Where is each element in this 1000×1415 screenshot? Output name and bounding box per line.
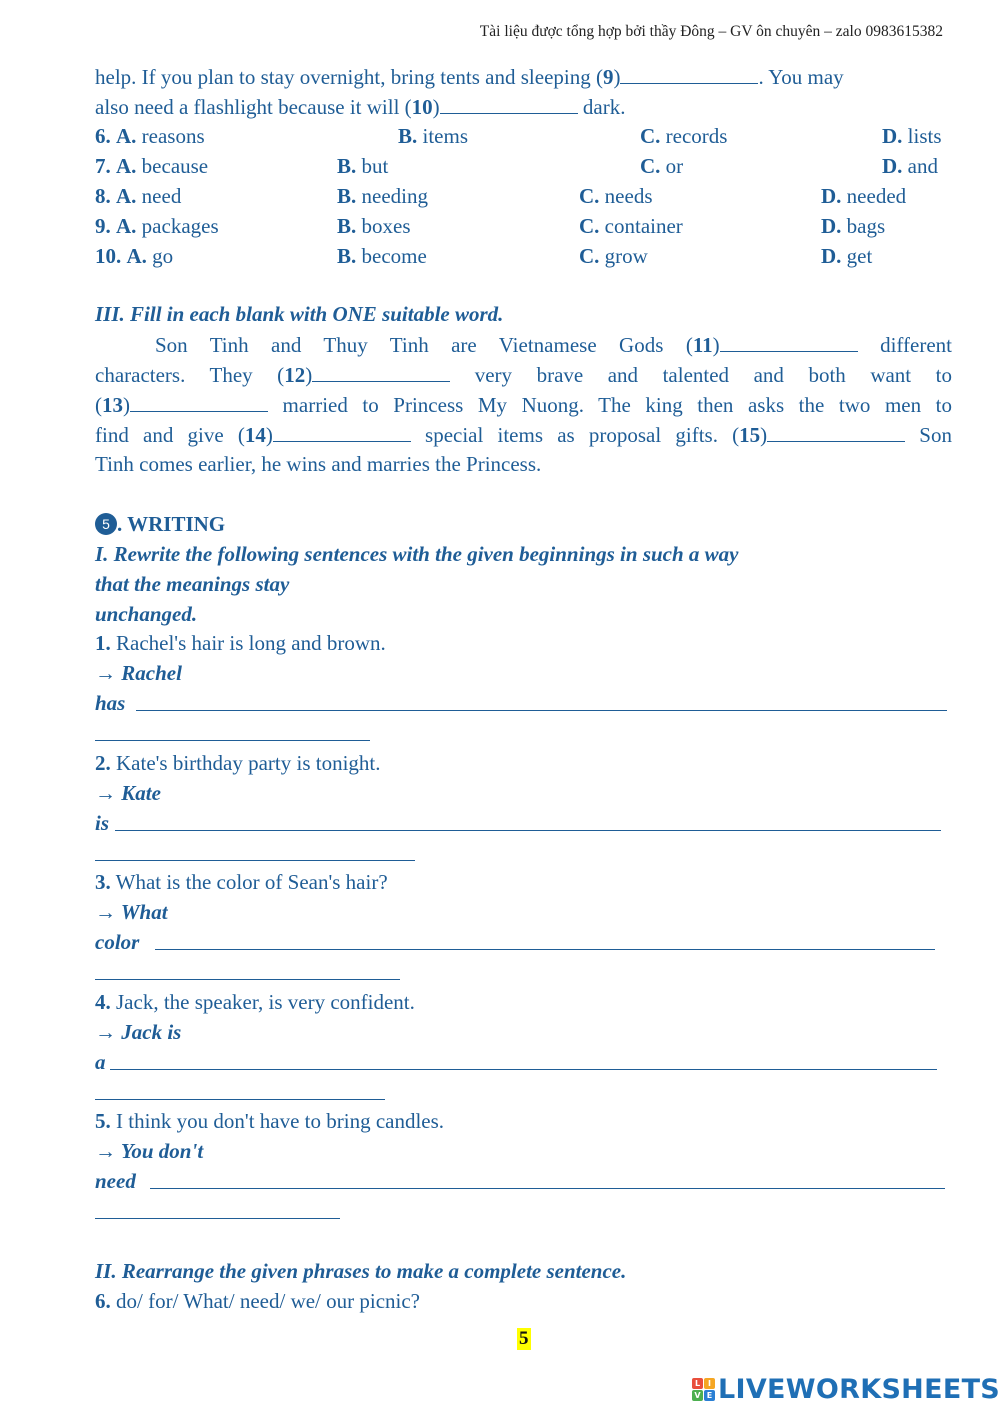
- question-3-start: color: [95, 930, 140, 954]
- section-3-line-3: (13) married to Princess My Nuong. The king then asks the two men to: [95, 389, 952, 420]
- question-2: 2. Kate's birthday party is tonight.: [95, 751, 381, 775]
- option-6a[interactable]: 6. A. reasons: [95, 124, 205, 148]
- writing-instruction-2: that the meanings stay: [95, 572, 290, 596]
- answer-line-5[interactable]: [150, 1168, 945, 1189]
- logo-text: LIVEWORKSHEETS: [718, 1374, 1000, 1405]
- question-1: 1. Rachel's hair is long and brown.: [95, 631, 386, 655]
- option-7d[interactable]: D. and: [882, 154, 938, 178]
- blank-14[interactable]: [273, 419, 411, 442]
- answer-line-3b[interactable]: [95, 959, 400, 980]
- blank-10[interactable]: [440, 91, 578, 114]
- blank-number: 9: [602, 65, 614, 89]
- section-3-line-1: Son Tinh and Thuy Tinh are Vietnamese Gods (11) different: [95, 329, 952, 360]
- answer-line-1[interactable]: [136, 690, 947, 711]
- blank-12[interactable]: [312, 359, 450, 382]
- blank-15[interactable]: [767, 419, 905, 442]
- option-10d[interactable]: D. get: [821, 244, 873, 268]
- question-6: 6. do/ for/ What/ need/ we/ our picnic?: [95, 1289, 421, 1313]
- option-8b[interactable]: B. needing: [337, 184, 428, 208]
- writing-heading: 5 . WRITING: [95, 509, 952, 539]
- section-3-line-4: find and give (14) special items as proposal gifts. (15) Son: [95, 419, 952, 450]
- question-5: 5. I think you don't have to bring candles.: [95, 1109, 445, 1133]
- option-7b[interactable]: B. but: [337, 154, 389, 178]
- question-5-prompt: → You don't: [95, 1139, 204, 1163]
- question-2-prompt: → Kate: [95, 781, 161, 805]
- blank-number: 10: [411, 95, 433, 119]
- passage-text: also need a flashlight because it will (: [95, 95, 412, 119]
- question-1-start: has: [95, 691, 126, 715]
- writing-instruction-3: unchanged.: [95, 602, 198, 626]
- option-6d[interactable]: D. lists: [882, 124, 942, 148]
- passage-text: dark.: [577, 95, 626, 119]
- question-5-start: need: [95, 1169, 136, 1193]
- writing-instruction-rearrange: II. Rearrange the given phrases to make a complete sentence.: [95, 1259, 627, 1283]
- passage-line-2: also need a flashlight because it will (10) dark.: [95, 91, 952, 122]
- option-6b[interactable]: B. items: [398, 124, 469, 148]
- answer-line-5b[interactable]: [95, 1198, 340, 1219]
- question-3-prompt: → What: [95, 900, 168, 924]
- option-10b[interactable]: B. become: [337, 244, 427, 268]
- blank-9[interactable]: [620, 61, 758, 84]
- answer-line-2b[interactable]: [95, 840, 415, 861]
- writing-instruction-1: I. Rewrite the following sentences with the given beginnings in such a way: [95, 542, 739, 566]
- question-4: 4. Jack, the speaker, is very confident.: [95, 990, 415, 1014]
- question-3: 3. What is the color of Sean's hair?: [95, 870, 388, 894]
- answer-line-1b[interactable]: [95, 720, 370, 741]
- option-9b[interactable]: B. boxes: [337, 214, 411, 238]
- option-6c[interactable]: C. records: [640, 124, 728, 148]
- liveworksheets-logo[interactable]: [692, 1374, 1000, 1405]
- section-3-title: III. Fill in each blank with ONE suitable word.: [95, 302, 504, 326]
- answer-line-4[interactable]: [110, 1049, 937, 1070]
- answer-line-2[interactable]: [115, 810, 941, 831]
- option-8c[interactable]: C. needs: [579, 184, 653, 208]
- passage-line-1: help. If you plan to stay overnight, bring tents and sleeping (9) . You may: [95, 61, 952, 92]
- blank-13[interactable]: [130, 389, 268, 412]
- page-header: Tài liệu được tổng hợp bởi thầy Đông – GV ôn chuyên – zalo 0983615382: [479, 23, 943, 40]
- section-number-badge: 5: [95, 513, 117, 535]
- option-8a[interactable]: 8. A. need: [95, 184, 182, 208]
- answer-line-3[interactable]: [155, 929, 935, 950]
- section-3-line-5: Tinh comes earlier, he wins and marries the Princess.: [95, 452, 542, 476]
- passage-text: help. If you plan to stay overnight, bring tents and sleeping (: [95, 65, 603, 89]
- option-9a[interactable]: 9. A. packages: [95, 214, 219, 238]
- option-10c[interactable]: C. grow: [579, 244, 648, 268]
- option-8d[interactable]: D. needed: [821, 184, 907, 208]
- blank-11[interactable]: [720, 329, 858, 352]
- option-9d[interactable]: D. bags: [821, 214, 886, 238]
- option-10a[interactable]: 10. A. go: [95, 244, 174, 268]
- option-7c[interactable]: C. or: [640, 154, 684, 178]
- logo-icon: L I V E: [692, 1378, 715, 1401]
- question-4-start: a: [95, 1050, 106, 1074]
- passage-text: . You may: [758, 65, 844, 89]
- page-number: 5: [519, 1328, 529, 1349]
- question-2-start: is: [95, 811, 110, 835]
- option-9c[interactable]: C. container: [579, 214, 683, 238]
- question-1-prompt: → Rachel: [95, 661, 182, 685]
- answer-line-4b[interactable]: [95, 1079, 385, 1100]
- question-4-prompt: → Jack is: [95, 1020, 182, 1044]
- option-7a[interactable]: 7. A. because: [95, 154, 209, 178]
- section-3-line-2: characters. They (12) very brave and talented and both want to: [95, 359, 952, 390]
